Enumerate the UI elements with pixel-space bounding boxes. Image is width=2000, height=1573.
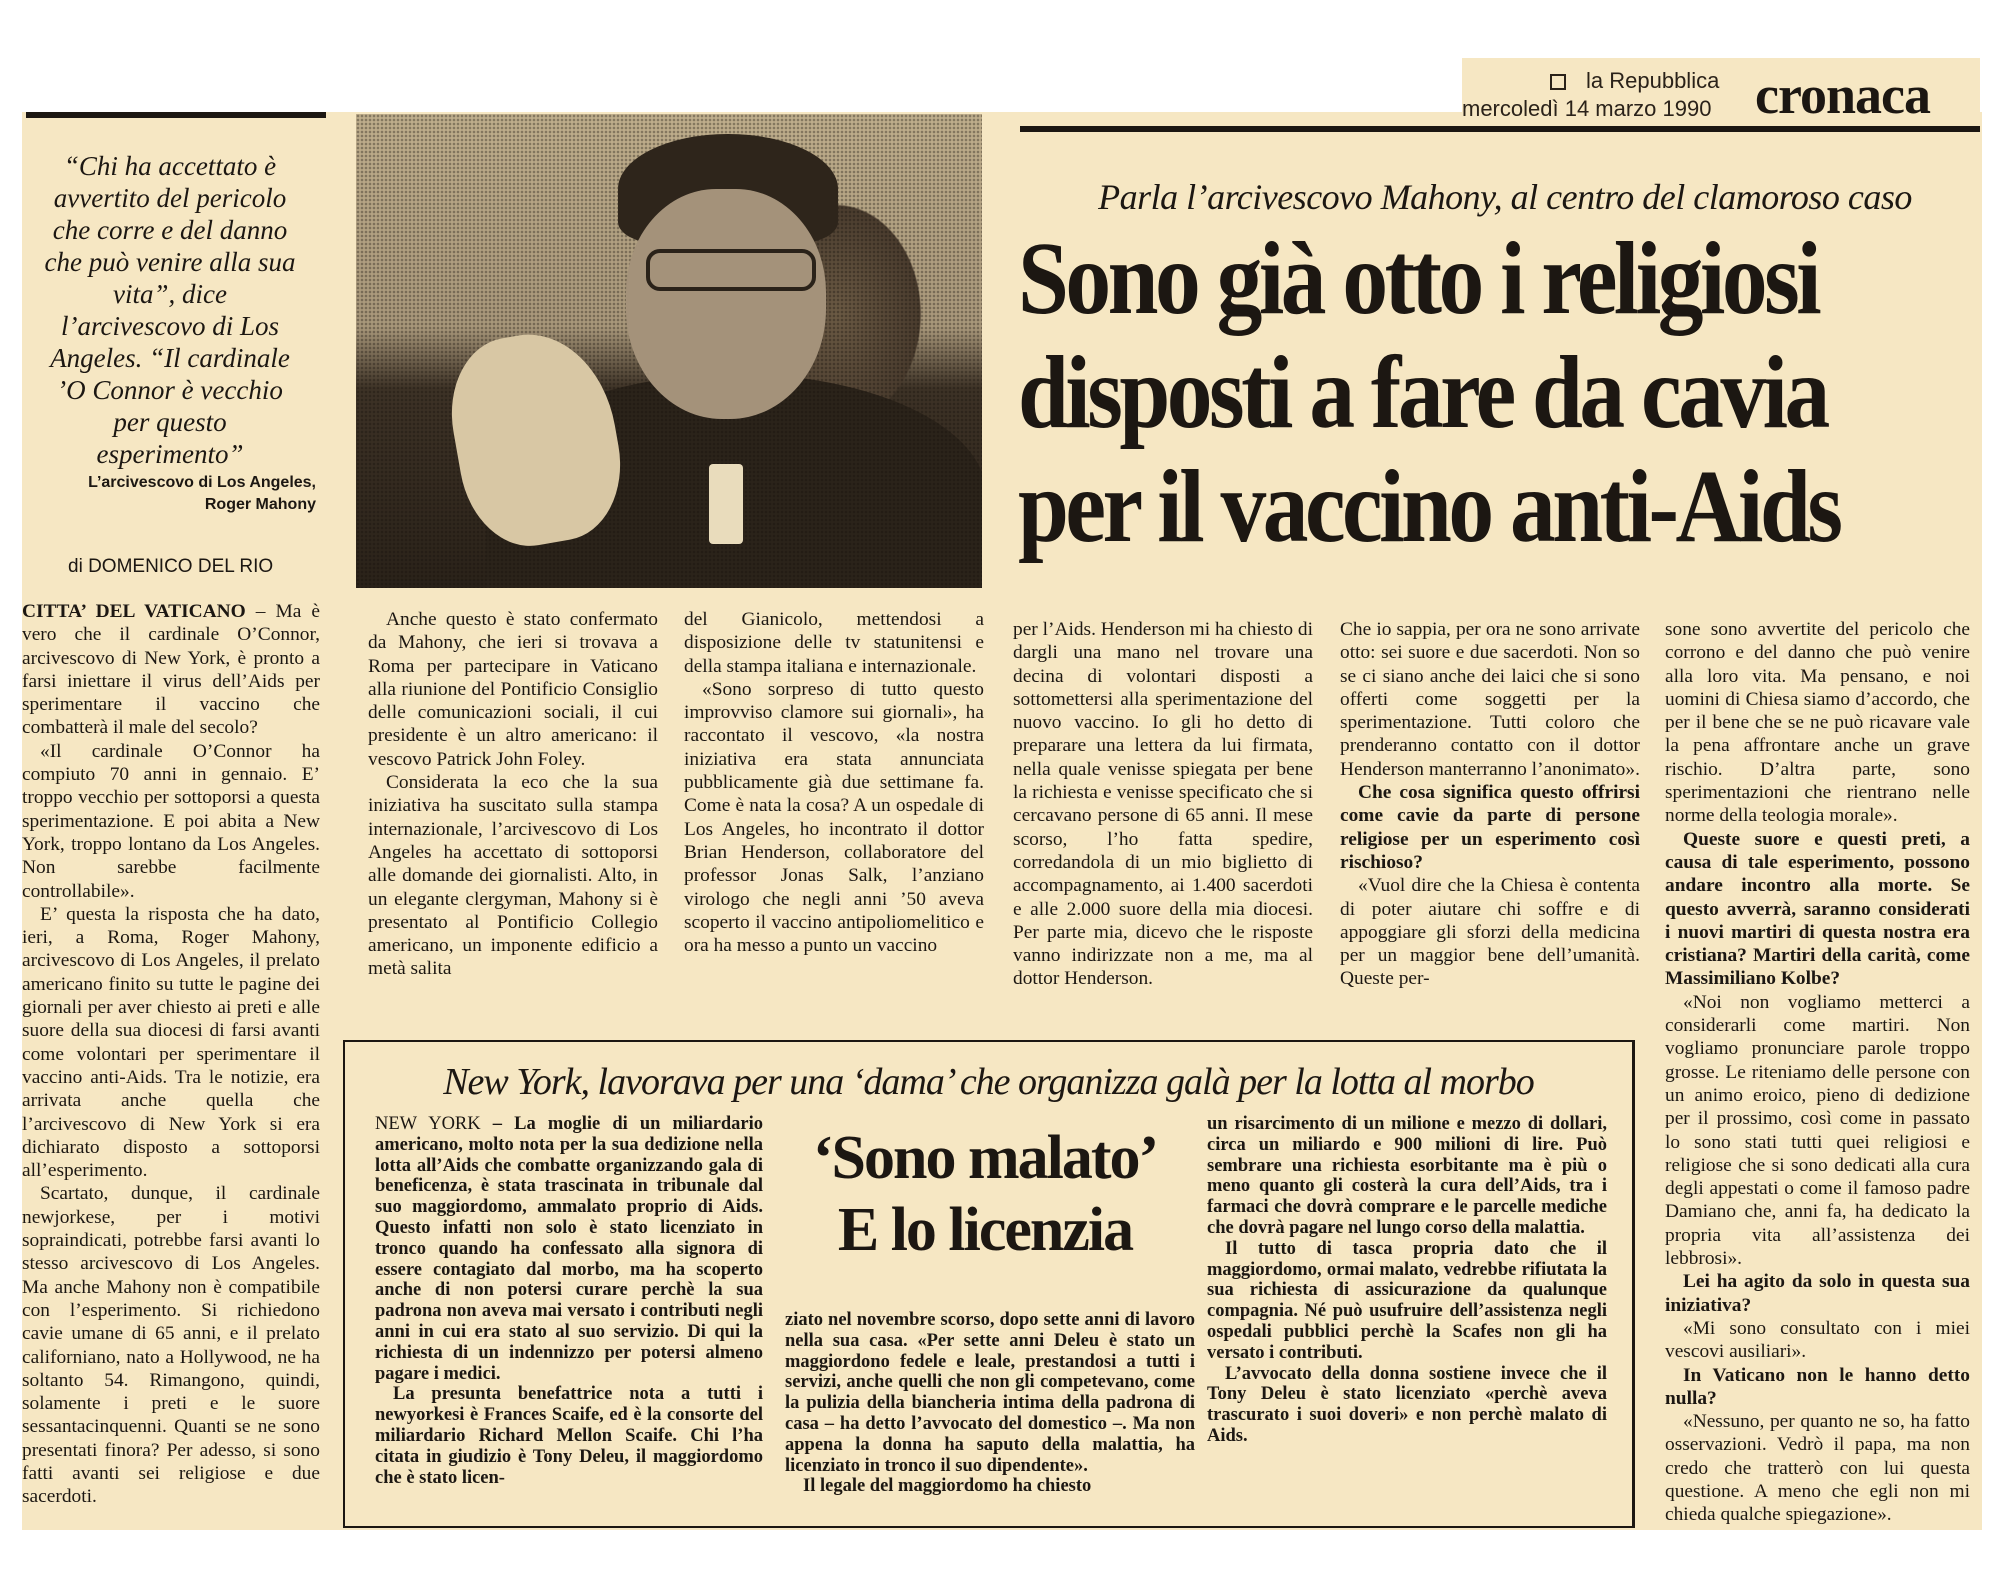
pull-quote: “Chi ha accettato è avvertito del pericolo che corre e del danno che può venire alla sua vita”, dice l’arcivescovo di Los Angeles. “Il cardinale ’O Connor è vecchio per questo esperimento”	[44, 151, 296, 469]
top-rule-right	[1020, 126, 1980, 132]
paragraph: «Mi sono consultato con i miei vescovi ausiliari».	[1665, 1317, 1970, 1363]
section-title: cronaca	[1755, 65, 1930, 125]
paragraph: del Gianicolo, mettendosi a disposizione delle tv statunitensi e della stampa italiana e internazionale.	[684, 609, 984, 677]
issue-date: mercoledì 14 marzo 1990	[1462, 96, 1712, 121]
photo-glasses	[646, 249, 816, 291]
headline-line: disposti a fare da cavia	[1018, 335, 1827, 450]
photo-caption-line1: L’arcivescovo di Los Angeles,	[88, 474, 316, 491]
article-column-5	[1340, 618, 1640, 991]
paragraph: NEW YORK – La moglie di un miliardario americano, molto nota per la sua dedizione nella lotta all’Aids che combatte organizzando gala di beneficenza, è stata trascinata in tribunale dal suo maggiordomo, ammalato proprio di Aids. Questo infatti non solo è stato licenziato in tronco quando ha confessato alla signora di essere contagiato dal morbo, ma ha scoperto anche di non potersi curare perchè la sua padrona non aveva mai versato i contributi negli anni in cui era stato al suo servizio. Di qui la richiesta di un indennizzo per potersi almeno pagare i medici.	[375, 1114, 763, 1384]
paragraph: un risarcimento di un milione e mezzo di dollari, circa un miliardo e 900 milioni di lire. Può sembrare una richiesta esorbitante ma è più o meno quanto gli costerà la cura dell’Aids, tra i farmaci che dovrà comprare e le parcelle mediche che dovrà pagare nel lungo corso della malattia.	[1207, 1114, 1607, 1238]
paragraph: E’ questa la risposta che ha dato, ieri, a Roma, Roger Mahony, arcivescovo di Los Angeles, il prelato americano finito su tutte le pagine dei giornali per aver chiesto ai preti e alle suore della sua diocesi di farsi avanti come volontari per sperimentare il vaccino anti-Aids. Tra le notizie, era arrivata anche quella che l’arcivescovo di New York si era dichiarato disposto a sottoporsi all’esperimento.	[22, 903, 320, 1182]
article-column-3	[684, 608, 984, 957]
paragraph: Il tutto di tasca propria dato che il maggiordomo, ormai malato, vedrebbe rifiutata la sua richiesta di assicurazione da qualunque compagnia. Né può usufruire dell’assistenza negli ospedali pubblici perchè la Scafes non gli ha versato i contributi.	[1207, 1238, 1607, 1363]
paragraph: ziato nel novembre scorso, dopo sette anni di lavoro nella sua casa. «Per sette anni Deleu è stato un maggiordono fedele e leale, prestandosi a tutti i servizi, anche quelli che non gli competevano, come la pulizia della biancheria intima della padrona di casa – ha detto l’avvocato del domestico –. Ma non appena la donna ha saputo della malattia, ha licenziato in tronco il suo dipendente».	[785, 1310, 1195, 1476]
photo-caption-line2: Roger Mahony	[204, 496, 316, 513]
paragraph: L’avvocato della donna sostiene invece che il Tony Deleu è stato licenziato «perchè aveva trascurato i suoi doveri» e non perchè malato di Aids.	[1207, 1363, 1607, 1446]
paragraph: Il legale del maggiordomo ha chiesto	[803, 1476, 1092, 1497]
paragraph: CITTA’ DEL VATICANO – Ma è vero che il cardinale O’Connor, arcivescovo di New York, è pronto a farsi iniettare il virus dell’Aids per sperimentare il vaccino che combatterà il male del secolo?	[22, 601, 320, 739]
paragraph: «Sono sorpreso di tutto questo improvviso clamore sui giornali», ha raccontato il vescovo, «la nostra iniziativa era stata annunciata pubblicamente già due settimane fa. Come è nata la cosa? A un ospedale di Los Angeles, ho incontrato il dottor Brian Henderson, collaboratore del professor Jonas Salk, l’anziano virologo che negli anni ’50 aveva scoperto il vaccino antipoliomelitico e ora ha messo a punto un vaccino	[684, 678, 984, 957]
headline-line: per il vaccino anti-Aids	[1018, 449, 1840, 564]
photo-hand	[439, 322, 633, 557]
interview-question: In Vaticano non le hanno detto nulla?	[1665, 1364, 1970, 1409]
photo-face	[626, 189, 826, 419]
paragraph: «Nessuno, per quanto ne so, ha fatto osservazioni. Vedrò il papa, ma non credo che tratterò con lui questa questione. A meno che egli non mi chieda qualche spiegazione».	[1665, 1411, 1970, 1526]
paragraph: per l’Aids. Henderson mi ha chiesto di dargli una mano nel trovare una decina di volontari disposti a sottomettersi alla sperimentazione del nuovo vaccino. Io gli ho detto di preparare una lettera da lui firmata, nella quale venisse spiegata per bene la richiesta e venisse specificato che si cercavano persone di 65 anni. Il mese scorso, l’ho fatta spedire, corredandola di un mio biglietto di accompagnamento, ai 1.400 sacerdoti e alle 2.000 suore della mia diocesi. Per parte mia, dicevo che le risposte vanno indirizzate non a me, ma al dottor Henderson.	[1013, 619, 1313, 990]
interview-question: Lei ha agito da solo in questa sua iniziativa?	[1665, 1271, 1970, 1316]
paragraph: Scartato, dunque, il cardinale newjorkese, per i motivi sopraindicati, potrebbe farsi avanti lo stesso arcivescovo di Los Angeles. Ma anche Mahony non è compatibile con l’esperimento. Si richiedono cavie umane di 65 anni, e il prelato californiano, nato a Hollywood, ne ha soltanto 54. Rimangono, quindi, solamente i preti e le suore sessantacinquenni. Quanti se ne sono presentati finora? Per adesso, si sono fatti avanti sei religiose e due sacerdoti.	[22, 1183, 320, 1508]
archbishop-photo	[356, 114, 982, 588]
paragraph: Che io sappia, per ora ne sono arrivate otto: sei suore e due sacerdoti. Non so se ci siano anche dei laici che si sono offerti come soggetti per la sperimentazione. Tutti coloro che prenderanno contatto con il dottor Henderson manterranno l’anonimato».	[1340, 619, 1640, 780]
article-column-6	[1665, 618, 1970, 1527]
main-headline	[1018, 222, 1863, 564]
box-column-1	[375, 1114, 763, 1488]
article-column-4	[1013, 618, 1313, 991]
box-headline-line2: E lo licenzia	[837, 1196, 1133, 1264]
paragraph: «Il cardinale O’Connor ha compiuto 70 anni in gennaio. E’ troppo vecchio per sottoporsi a questa sperimentazione. E poi abita a New York, troppo lontano da Los Angeles. Non sarebbe facilmente controllabile».	[22, 740, 320, 902]
boxed-article	[343, 1040, 1635, 1528]
paragraph: Considerata la eco che la sua iniziativa ha suscitato sulla stampa internazionale, l’arcivescovo di Los Angeles ha accettato di sottoporsi alle domande dei giornalisti. Alto, in un elegante clergyman, Mahony si è presentato al Pontificio Collegio americano, un imponente edificio a metà salita	[368, 772, 658, 980]
top-rule-left	[26, 112, 326, 118]
paragraph: «Noi non vogliamo metterci a considerarli come martiri. Non vogliamo pronunciare parole troppo grosse. Le riteniamo delle persone con un animo eroico, pieno di dedizione per il prossimo, così come in passato lo sono stati tutti quei religiosi e religiose che si sono dedicati alla cura degli appestati o come il famoso padre Damiano che, anni fa, ha dedicato la propria vita all’assistenza dei lebbrosi».	[1665, 991, 1970, 1270]
photo-clerical-collar	[709, 464, 743, 544]
article-column-1	[22, 600, 320, 1509]
box-headline	[785, 1122, 1185, 1266]
interview-question: Che cosa significa questo offrirsi come cavie da parte di persone religiose per un esperimento così rischioso?	[1340, 782, 1640, 873]
headline-line: Sono già otto i religiosi	[1018, 221, 1819, 336]
paragraph: Anche questo è stato confermato da Mahony, che ieri si trovava a Roma per partecipare in Vaticano alla riunione del Pontificio Consiglio delle comunicazioni sociali, il cui presidente è un altro americano: il vescovo Patrick John Foley.	[368, 609, 658, 770]
box-kicker: New York, lavorava per una ‘dama’ che organizza galà per la lotta al morbo	[443, 1061, 1534, 1103]
square-bullet-icon	[1550, 74, 1566, 90]
box-column-3	[1207, 1114, 1607, 1447]
main-kicker: Parla l’arcivescovo Mahony, al centro del clamoroso caso	[1098, 177, 1912, 217]
paragraph: La presunta benefattrice nota a tutti i newyorkesi è Frances Scaife, ed è la consorte del miliardario Richard Mellon Scaife. Chi l’ha citata in giudizio è Tony Deleu, il maggiordomo che è stato licen-	[375, 1384, 763, 1488]
newspaper-name: la Repubblica	[1586, 68, 1720, 93]
interview-question: Queste suore e questi preti, a causa di tale esperimento, possono andare incontro alla morte. Se questo avverrà, saranno considerati i nuovi martiri di questa nostra era cristiana? Martiri della carità, come Massimiliano Kolbe?	[1665, 828, 1970, 990]
dateline: CITTA’ DEL VATICANO	[22, 601, 246, 622]
byline: di DOMENICO DEL RIO	[68, 556, 274, 577]
box-headline-line1: ‘Sono malato’	[812, 1124, 1158, 1192]
paragraph: sone sono avvertite del pericolo che corrono e del danno che può venire alla loro vita. Ma pensano, e noi uomini di Chiesa siamo d’accordo, che per il bene che se ne può ricavare vale la pena affrontare anche un grave rischio. D’altra parte, sono sperimentazioni che rientrano nelle norme della teologia morale».	[1665, 619, 1970, 827]
box-column-2	[785, 1310, 1195, 1497]
paragraph: «Vuol dire che la Chiesa è contenta di poter aiutare chi soffre e di appoggiare gli sforzi della medicina per un maggior bene dell’umanità. Queste per-	[1340, 875, 1640, 990]
dateline: NEW YORK	[375, 1114, 481, 1134]
article-column-2	[368, 608, 658, 981]
photo-caption	[60, 472, 316, 516]
